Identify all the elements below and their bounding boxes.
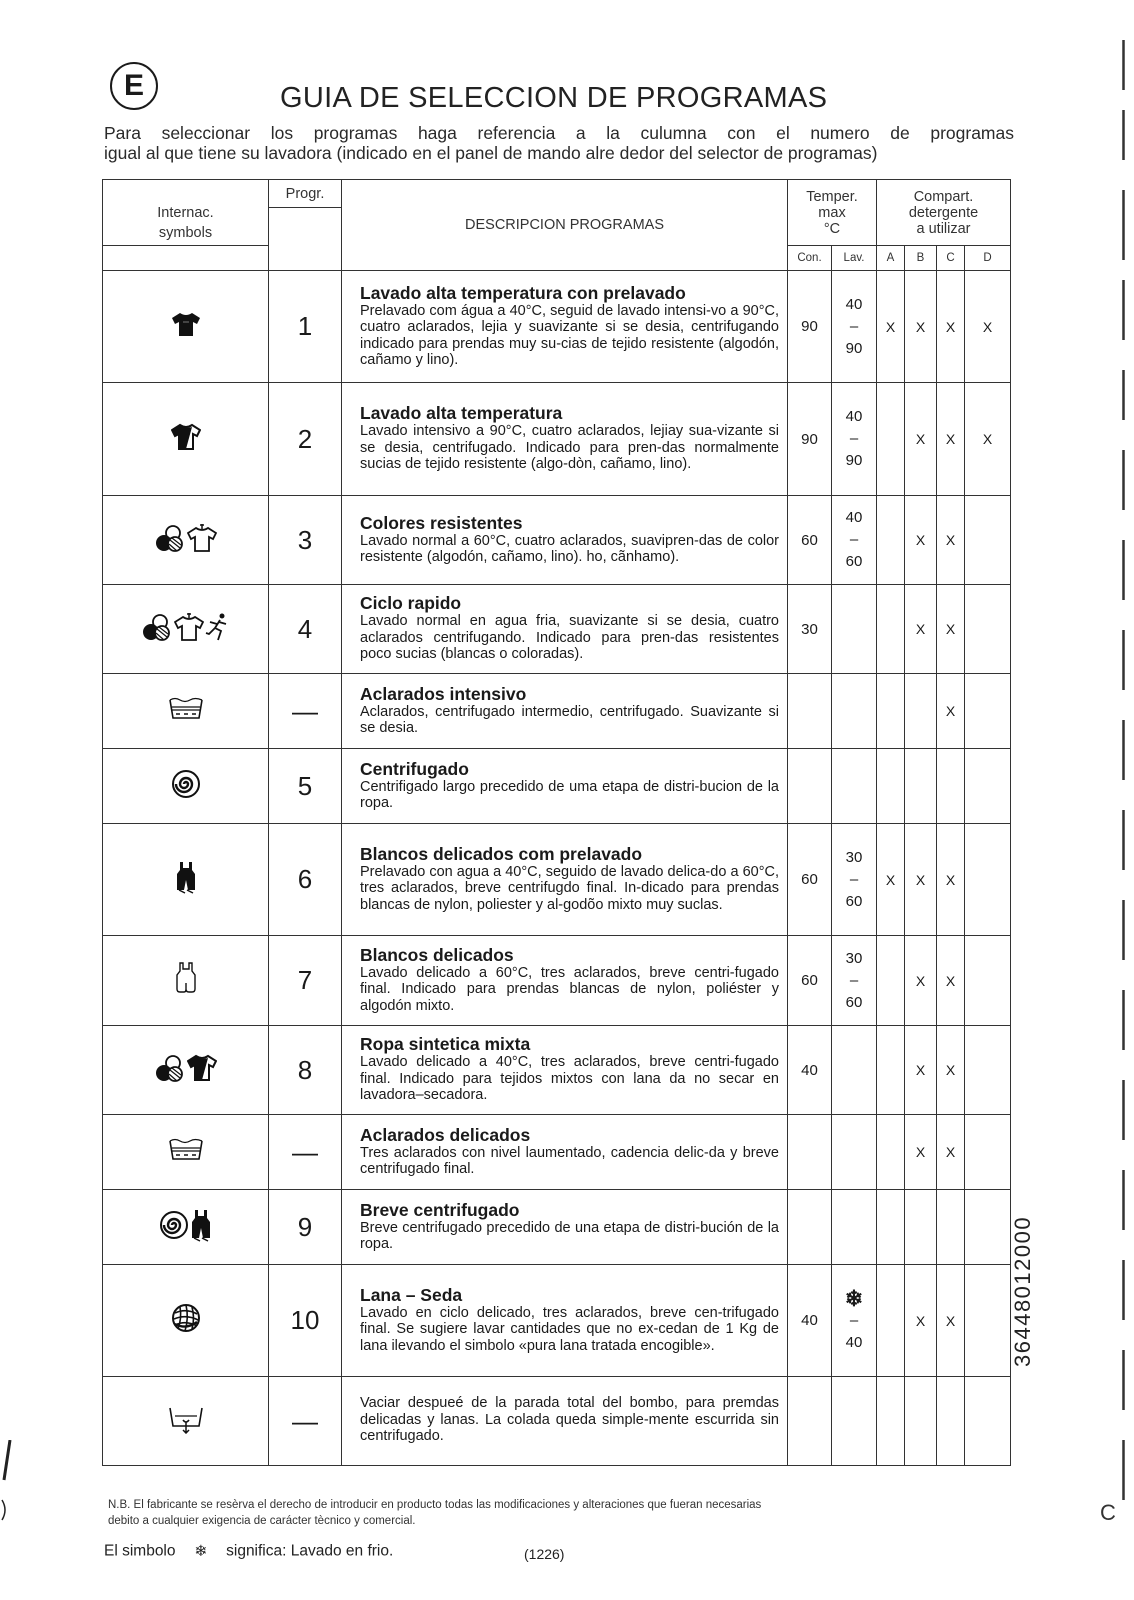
program-title: Centrifugado	[360, 758, 469, 779]
delicate-dark-icon	[189, 1208, 213, 1247]
temp-con-value: 30	[788, 585, 832, 674]
compartment-d-mark	[965, 824, 1011, 936]
wool-ball-icon	[170, 1302, 202, 1339]
temp-lav-value	[832, 1026, 877, 1115]
program-text: Prelavado com água a 40°C, seguid de lavado intensi-vo a 90°C, cuatro aclarados, lejia y suavizante si se desia, centrifugando indicado para prendas muy su-cias de tejido resistente (algodón, cañamo y lino).	[360, 302, 779, 368]
program-text: Lavado intensivo a 90°C, cuatro aclarados, lejiay sua-vizante si se desia, centrifugado. Indicado para pren-das normalmente sucias de tejido resistente (algo-dòn, cañamo, lino).	[360, 423, 779, 473]
temp-lav-line: 30	[845, 848, 863, 866]
program-text: Lavado normal a 60°C, cuatro aclarados, suavipren-das de color resistente (algodón, cañamo, lino). ho, cãnhamo).	[360, 532, 779, 565]
compartment-c-mark: X	[937, 585, 965, 674]
header-compart-b: B	[905, 246, 937, 271]
program-text: Lavado delicado a 60°C, tres aclarados, breve centri-fugado final. Indicado para prendas blancas de nylon, poliéster y algodón mixto.	[360, 964, 779, 1014]
compartment-c-mark: X	[937, 936, 965, 1026]
temp-con-value	[788, 674, 832, 749]
footnote	[108, 1497, 1018, 1529]
program-title: Aclarados intensivo	[360, 683, 527, 704]
shirt-dark-icon	[171, 310, 201, 343]
program-table	[102, 179, 1011, 1466]
page-edge-marks	[1122, 40, 1125, 1540]
colored-balls-icon	[155, 1053, 187, 1088]
compartment-a-mark	[877, 383, 905, 496]
program-row	[103, 1377, 1011, 1466]
program-description	[342, 383, 788, 496]
temp-lav-line: 40	[845, 509, 863, 526]
temp-con-value	[788, 749, 832, 824]
compartment-a-mark: X	[877, 824, 905, 936]
header-temp-con: Con.	[788, 246, 832, 271]
program-symbols	[103, 824, 269, 936]
compartment-b-mark	[905, 674, 937, 749]
program-number: 3	[269, 496, 342, 585]
header-progr: Progr.	[269, 180, 342, 208]
program-symbols	[103, 1377, 269, 1466]
temp-lav-value	[832, 1377, 877, 1466]
program-number: —	[269, 1377, 342, 1466]
rinse-tub-icon	[167, 696, 205, 727]
compartment-a-mark	[877, 1190, 905, 1265]
temp-con-value: 60	[788, 824, 832, 936]
left-edge-mark	[0, 1440, 12, 1530]
compartment-b-mark	[905, 1190, 937, 1265]
shirt-outline-icon	[174, 612, 204, 647]
program-number: 9	[269, 1190, 342, 1265]
temp-lav-line: 60	[845, 553, 863, 570]
symbol-legend-meaning: significa: Lavado en frio.	[226, 1542, 394, 1560]
compartment-a-mark	[877, 496, 905, 585]
temp-con-value: 60	[788, 496, 832, 585]
program-number: 10	[269, 1265, 342, 1377]
delicate-outline-icon	[173, 961, 199, 1000]
compartment-a-mark	[877, 1377, 905, 1466]
header-compart-c: C	[937, 246, 965, 271]
temp-lav-value	[832, 585, 877, 674]
compartment-b-mark	[905, 749, 937, 824]
temp-lav-line: 40	[845, 408, 863, 425]
compartment-b-mark: X	[905, 1265, 937, 1377]
temp-lav-value	[832, 271, 877, 383]
program-text: Lavado delicado a 40°C, tres aclarados, breve centri-fugado final. Indicado para tejidos mixtos con lana da no secar en lavadora–secadora.	[360, 1054, 779, 1104]
program-description	[342, 824, 788, 936]
header-symbols-blank	[103, 246, 269, 271]
compartment-d-mark	[965, 674, 1011, 749]
temp-lav-value	[832, 1190, 877, 1265]
program-row	[103, 1265, 1011, 1377]
compartment-c-mark: X	[937, 1115, 965, 1190]
program-symbols	[103, 1265, 269, 1377]
shirt-outline-icon	[187, 523, 217, 558]
compartment-b-mark: X	[905, 496, 937, 585]
compartment-b-mark: X	[905, 585, 937, 674]
shirt-half-icon	[171, 422, 201, 457]
temp-lav-line: –	[849, 430, 859, 447]
program-number: 5	[269, 749, 342, 824]
program-row	[103, 1190, 1011, 1265]
shirt-half-icon	[187, 1053, 217, 1088]
temp-con-value	[788, 1190, 832, 1265]
temp-lav-line: 30	[845, 949, 863, 967]
temp-con-value: 90	[788, 383, 832, 496]
compartment-c-mark: X	[937, 674, 965, 749]
temp-lav-value	[832, 824, 877, 936]
compartment-c-mark: X	[937, 383, 965, 496]
program-row	[103, 1026, 1011, 1115]
temp-lav-line: –	[849, 1311, 859, 1329]
program-symbols	[103, 496, 269, 585]
temp-lav-line: –	[849, 317, 859, 335]
program-description	[342, 1190, 788, 1265]
compartment-c-mark	[937, 1377, 965, 1466]
colored-balls-icon	[142, 612, 174, 647]
colored-balls-icon	[155, 523, 187, 558]
temp-con-value: 40	[788, 1265, 832, 1377]
spin-spiral-icon	[171, 769, 201, 804]
compartment-b-mark: X	[905, 1026, 937, 1115]
program-number: 1	[269, 271, 342, 383]
program-text: Lavado normal en agua fria, suavizante si se desia, cuatro aclarados centrifugando. Indicado para pren-das resistentes poco sucias (blancas o coloradas).	[360, 613, 779, 663]
program-description	[342, 749, 788, 824]
program-row	[103, 271, 1011, 383]
temp-con-value: 60	[788, 936, 832, 1026]
program-symbols	[103, 936, 269, 1026]
drain-tub-icon	[167, 1404, 205, 1439]
program-symbols	[103, 585, 269, 674]
header-compart-d: D	[965, 246, 1011, 271]
compartment-c-mark	[937, 749, 965, 824]
program-description	[342, 1115, 788, 1190]
temp-lav-line: –	[849, 531, 859, 548]
intro-paragraph	[104, 123, 1014, 163]
compartment-b-mark	[905, 1377, 937, 1466]
compartment-c-mark: X	[937, 1265, 965, 1377]
compartment-c-mark: X	[937, 824, 965, 936]
program-description	[342, 1265, 788, 1377]
program-row	[103, 749, 1011, 824]
program-description	[342, 674, 788, 749]
compartment-d-mark	[965, 936, 1011, 1026]
temp-lav-value	[832, 936, 877, 1026]
header-progr-blank	[269, 208, 342, 271]
header-temperature: Temper. max °C	[788, 180, 877, 246]
header-temp-lav: Lav.	[832, 246, 877, 271]
program-number: 7	[269, 936, 342, 1026]
program-description	[342, 1026, 788, 1115]
symbol-legend-label: El simbolo	[104, 1542, 176, 1560]
program-text: Vaciar despueé de la parada total del bombo, para premdas delicadas y lanas. La colada queda simple-mente escurrida sin centrifugado.	[360, 1395, 779, 1445]
program-symbols	[103, 674, 269, 749]
program-description	[342, 585, 788, 674]
temp-lav-value	[832, 749, 877, 824]
program-title: Lavado alta temperatura	[360, 403, 563, 424]
program-number: —	[269, 1115, 342, 1190]
temp-con-value	[788, 1115, 832, 1190]
program-row	[103, 674, 1011, 749]
program-row	[103, 496, 1011, 585]
program-row	[103, 1115, 1011, 1190]
program-text: Prelavado con agua a 40°C, seguido de lavado delica-do a 60°C, tres aclarados, breve centrifugdo final. In-dicado para prendas blancas de nylon, poliester y al-godõo mixto muy suclas.	[360, 863, 779, 913]
program-title: Colores resistentes	[360, 512, 523, 533]
compartment-c-mark: X	[937, 496, 965, 585]
header-symbols: Internac. symbols	[103, 180, 269, 246]
program-description	[342, 271, 788, 383]
temp-con-value: 90	[788, 271, 832, 383]
cold-wash-icon: ❄	[194, 1543, 208, 1560]
footnote-line-2: debito a cualquier exigencia de carácter tècnico y comercial.	[108, 1515, 416, 1527]
program-symbols	[103, 1026, 269, 1115]
program-title: Blancos delicados	[360, 944, 514, 965]
program-row	[103, 585, 1011, 674]
program-rows	[103, 271, 1011, 1466]
compartment-d-mark	[965, 1377, 1011, 1466]
program-text: Aclarados, centrifugado intermedio, centrifugado. Suavizante si se desia.	[360, 703, 779, 736]
program-text: Centrifigado largo precedido de uma etapa de distri-bucion de la ropa.	[360, 778, 779, 811]
document-number: 36448012000	[1010, 1215, 1035, 1367]
temp-lav-value	[832, 383, 877, 496]
compartment-a-mark: X	[877, 271, 905, 383]
compartment-c-mark	[937, 1190, 965, 1265]
compartment-a-mark	[877, 1115, 905, 1190]
compartment-a-mark	[877, 1265, 905, 1377]
header-compart-a: A	[877, 246, 905, 271]
program-title: Blancos delicados com prelavado	[360, 843, 643, 864]
program-text: Lavado en ciclo delicado, tres aclarados, breve cen-trifugado final. Se sugiere lavar cantidades que no ex-cedan de 1 Kg de lana ilevando el simbolo «pura lana tratada encogible».	[360, 1304, 779, 1354]
compartment-d-mark	[965, 749, 1011, 824]
program-title: Lana – Seda	[360, 1284, 463, 1305]
program-description	[342, 936, 788, 1026]
header-compartment: Compart. detergente a utilizar	[877, 180, 1011, 246]
program-number: 6	[269, 824, 342, 936]
compartment-b-mark: X	[905, 936, 937, 1026]
compartment-c-mark: X	[937, 1026, 965, 1115]
delicate-dark-icon	[174, 860, 198, 899]
footnote-line-1: N.B. El fabricante se resèrva el derecho de introducir en producto todas las modificaciones y alteraciones que fueran necesarias	[108, 1499, 762, 1511]
compartment-b-mark: X	[905, 824, 937, 936]
program-symbols	[103, 271, 269, 383]
program-row	[103, 824, 1011, 936]
rinse-tub-icon	[167, 1137, 205, 1168]
program-title: Ropa sintetica mixta	[360, 1034, 531, 1055]
running-man-icon	[204, 612, 230, 647]
compartment-d-mark	[965, 1115, 1011, 1190]
program-row	[103, 936, 1011, 1026]
temp-lav-value	[832, 1265, 877, 1377]
symbol-legend	[104, 1542, 393, 1561]
temp-lav-value	[832, 496, 877, 585]
compartment-a-mark	[877, 749, 905, 824]
compartment-d-mark	[965, 496, 1011, 585]
compartment-a-mark	[877, 674, 905, 749]
temp-lav-line: 60	[845, 892, 863, 910]
compartment-d-mark	[965, 585, 1011, 674]
temp-lav-line: 40	[845, 295, 863, 313]
program-number: —	[269, 674, 342, 749]
compartment-a-mark	[877, 1026, 905, 1115]
program-number: 2	[269, 383, 342, 496]
intro-line-2: igual al que tiene su lavadora (indicado en el panel de mando alre dedor del selector de programas)	[104, 143, 878, 163]
temp-lav-line: 90	[845, 452, 863, 469]
temp-lav-value	[832, 1115, 877, 1190]
compartment-d-mark	[965, 1265, 1011, 1377]
compartment-d-mark	[965, 1026, 1011, 1115]
program-title: Lavado alta temperatura con prelavado	[360, 282, 686, 303]
program-symbols	[103, 383, 269, 496]
language-badge: E	[110, 62, 158, 110]
compartment-b-mark: X	[905, 383, 937, 496]
intro-line-1: Para seleccionar los programas haga referencia a la culumna con el numero de programas	[104, 123, 1014, 143]
header-description: DESCRIPCION PROGRAMAS	[342, 180, 788, 271]
program-number: 8	[269, 1026, 342, 1115]
program-text: Tres aclarados con nivel laumentado, cadencia delic-da y breve centrifugado final.	[360, 1144, 779, 1177]
compartment-c-mark: X	[937, 271, 965, 383]
compartment-a-mark	[877, 936, 905, 1026]
temp-lav-line: –	[849, 870, 859, 888]
program-title: Breve centrifugado	[360, 1199, 520, 1220]
compartment-d-mark	[965, 1190, 1011, 1265]
temp-lav-line: 40	[845, 1333, 863, 1351]
program-title: Aclarados delicados	[360, 1124, 531, 1145]
compartment-b-mark: X	[905, 271, 937, 383]
temp-lav-value	[832, 674, 877, 749]
compartment-d-mark: X	[965, 383, 1011, 496]
program-title: Ciclo rapido	[360, 593, 462, 614]
compartment-b-mark: X	[905, 1115, 937, 1190]
temp-con-value	[788, 1377, 832, 1466]
edge-letter: C	[1100, 1500, 1116, 1525]
compartment-d-mark: X	[965, 271, 1011, 383]
program-symbols	[103, 1115, 269, 1190]
program-symbols	[103, 1190, 269, 1265]
program-description	[342, 496, 788, 585]
page-title: GUIA DE SELECCION DE PROGRAMAS	[280, 82, 828, 114]
temp-con-value: 40	[788, 1026, 832, 1115]
temp-lav-line: –	[849, 971, 859, 989]
program-text: Breve centrifugado precedido de una etapa de distri-bución de la ropa.	[360, 1219, 779, 1252]
spin-spiral-icon	[159, 1210, 189, 1245]
program-row	[103, 383, 1011, 496]
temp-lav-line: 60	[845, 993, 863, 1011]
program-symbols	[103, 749, 269, 824]
temp-lav-line: 90	[845, 339, 863, 357]
temp-lav-line: ❄	[844, 1285, 864, 1311]
program-description	[342, 1377, 788, 1466]
program-number: 4	[269, 585, 342, 674]
compartment-a-mark	[877, 585, 905, 674]
page-code: (1226)	[524, 1546, 565, 1562]
